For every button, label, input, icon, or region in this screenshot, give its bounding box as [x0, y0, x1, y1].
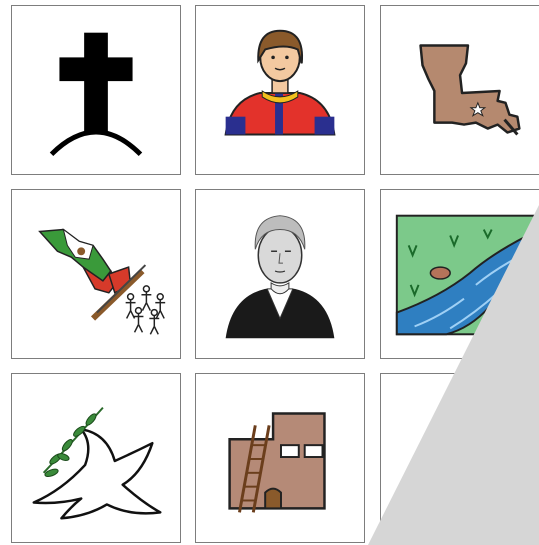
- river-icon: [381, 190, 539, 358]
- card-empty[interactable]: [380, 373, 539, 543]
- portrait-icon: [196, 190, 364, 358]
- pueblo-house-icon: [196, 374, 364, 542]
- card-mexican-war[interactable]: [11, 189, 181, 359]
- peace-dove-icon: [12, 374, 180, 542]
- card-peace-dove[interactable]: [11, 373, 181, 543]
- card-louisiana[interactable]: [380, 5, 539, 175]
- mexican-war-icon: [12, 190, 180, 358]
- card-river[interactable]: [380, 189, 539, 359]
- soldier-icon: [196, 6, 364, 174]
- card-pueblo[interactable]: [195, 373, 365, 543]
- card-portrait[interactable]: [195, 189, 365, 359]
- louisiana-map-icon: [381, 6, 539, 174]
- card-soldier[interactable]: [195, 5, 365, 175]
- card-grave[interactable]: [11, 5, 181, 175]
- grave-cross-icon: [12, 6, 180, 174]
